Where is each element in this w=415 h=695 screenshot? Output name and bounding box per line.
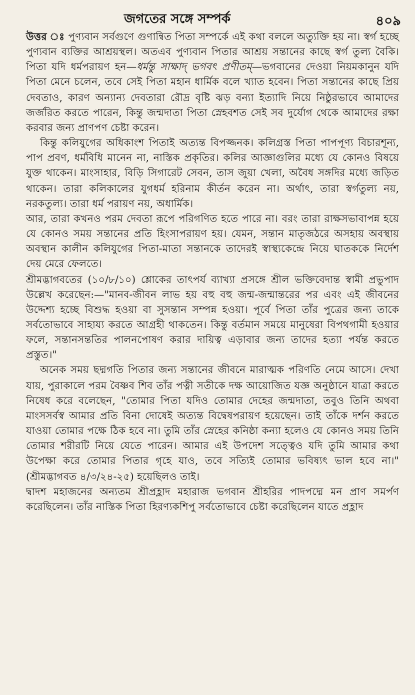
sanskrit-quote: ধর্মন্তু সাক্ষাদ্ ভগবৎ প্রণীতম্ — [136, 62, 252, 74]
paragraph: কিন্তু কলিযুগের অধিকাংশ পিতাই অত্যন্ত বিপজ্জনক। কলিগ্রস্ত পিতা পাপপূণ্য বিচারশূন্য, পাপ প্রবণ, ধর্মবিধি মানেন না, নাস্তিক প্রকৃতির। কলির আজ্ঞাগুলির মধ্যে যে কোনও বিষয়ে যুক্ত থাকেন। মাংসাহার, বিড়ি সিগারেট সেবন, তাস জুয়া খেলা, অবৈধ সঙ্গদির মধ্যে জড়িত থাকেন। তারা কলিকালের যুগধর্ম হরিনাম কীর্তন করেন না। অর্থাৎ, তারা স্বর্গতুল্য নয়, নরকতুল্য। তারা ধর্ম পরায়ণ নয়, অধার্মিক। — [26, 138, 399, 210]
paragraph-answer — [26, 30, 399, 136]
running-title: জগতের সঙ্গে সম্পর্ক — [124, 12, 231, 27]
body-text — [26, 30, 399, 515]
paragraph: দ্বাদশ মহাজনের অন্যতম শ্রীপ্রহ্লাদ মহারাজ ভগবান শ্রীহরির পাদপদ্মে মন প্রাণ সমর্পণ করেছিলেন। তাঁর নাস্তিক পিতা হিরণ্যকশিপু সর্বতোভাবে চেষ্টা করেছিলেন যাতে প্রহ্লাদ — [26, 486, 399, 513]
answer-label: উত্তর ঃ — [26, 31, 65, 43]
paragraph-text: পুণ্যবান সর্বগুণে গুণান্বিত পিতা সম্পর্কে এই কথা বললে অত্যুক্তি হয় না। স্বর্গ হচ্ছে পুণ্যবান ব্যক্তির আশ্রয়স্থল। অতএব পুণ্যবান পিতার আশ্রয় সন্তানের কাছে স্বর্গ তুল্য বৈকি। পিতা যদি ধর্মপরায়ণ হন— — [26, 32, 399, 74]
paragraph: শ্রীমদ্ভাগবতের (১০/৮/১০) শ্লোকের তাৎপর্য ব্যাখ্যা প্রসঙ্গে শ্রীল ভক্তিবেদান্ত স্বামী প্রভুপাদ উল্লেখ করেছেন:—"মানব-জীবন লাভ হয় বহু বহু জন্ম-জন্মান্তরের পর এবং এই জীবনের উদ্দেশ্য হচ্ছে বিশুদ্ধ হওয়া বা সুসন্তান সম্পন্ন হওয়া। পূর্বে পিতা তাঁর পুত্রের জন্য তাকে সর্বতোভাবে সাহায্য করতে আগ্রহী থাকতেন। কিন্তু বর্তমান সময়ে মানুষেরা বিপথগামী হওয়ার ফলে, সন্তানসন্ততির পালনপোষণ করার দায়িত্ব এড়াবার জন্য তাদের হত্যা পর্যন্ত করতে প্রস্তুত।" — [26, 274, 399, 362]
paragraph: আর, তারা কখনও পরম দেবতা রূপে পরিগণিত হতে পারে না। বরং তারা রাক্ষসভাবাপন্ন হয়ে যে কোনও সময় সন্তানের প্রতি হিংসাপরায়ণ হয়। যেমন, সন্তান মাতৃজঠরে অসহায় অবস্থায় অবস্থান কালীন কলিযুগের পিতা-মাতা সন্তানকে তাদেরই স্বাস্থ্যকেন্দ্রে নিয়ে ঘাতককে নির্দেশ দেয় মেরে ফেলতে। — [26, 213, 399, 271]
page-header — [0, 10, 415, 32]
paragraph: অনেক সময় ছদ্মগতি পিতার জন্য সন্তানের জীবনে মারাত্মক পরিণতি নেমে আসে। দেখা যায়, পুরাকালে পরম বৈষ্ণব শিব তাঁর পত্নী সতীকে দক্ষ আয়োজিত যজ্ঞ অনুষ্ঠানে যাত্রা করতে নিষেধ করে বলেছেন, "তোমার পিতা যদিও তোমার দেহের জন্মদাতা, তবুও তিনি অথবা মাংসসর্বস্ব আমার প্রতি বিনা দোষেই অত্যন্ত বিদ্বেষপরায়ণ হয়েছেন। তাই তাঁকে দর্শন করতে যাওয়া তোমার পক্ষে ঠিক হবে না। তুমি তাঁর স্নেহের কনিষ্ঠা কন্যা হলেও যে কোনও সময় তিনি তোমার শরীরটি নিয়ে যেতে পারেন। আমার এই উপদেশ সত্ত্বেও যদি তুমি আমার কথা উপেক্ষা করে তোমার পিতার গৃহে যাও, তবে সত্যিই তোমার ভবিষ্যৎ ভাল হবে না।" (শ্রীমদ্ভাগবত ৪/৩/২৪-২৫) হয়েছিলও তাই। — [26, 365, 399, 483]
paragraph-text: —ভগবানের দেওয়া নিয়মকানুন যদি পিতা মেনে চলেন, তবে সেই পিতা মহান ধার্মিক বলে খ্যাত হবেন। পিতা সন্তানের কাছে প্রিয় দেবতাও, কারণ অন্যান্য দেবতারা রৌদ্র বৃষ্টি ঝড় বন্যা ইত্যাদি নিয়ে নিষ্ঠুরভাবে আমাদের জর্জরিত করতে পারেন, কিন্তু জন্মদাতা পিতা স্নেহবশত সেই সব দুর্যোগ থেকে আমাদের রক্ষা করবার জন্য প্রাণপণ চেষ্টা করেন। — [26, 62, 399, 134]
page-number: ৪০৯ — [375, 14, 401, 29]
